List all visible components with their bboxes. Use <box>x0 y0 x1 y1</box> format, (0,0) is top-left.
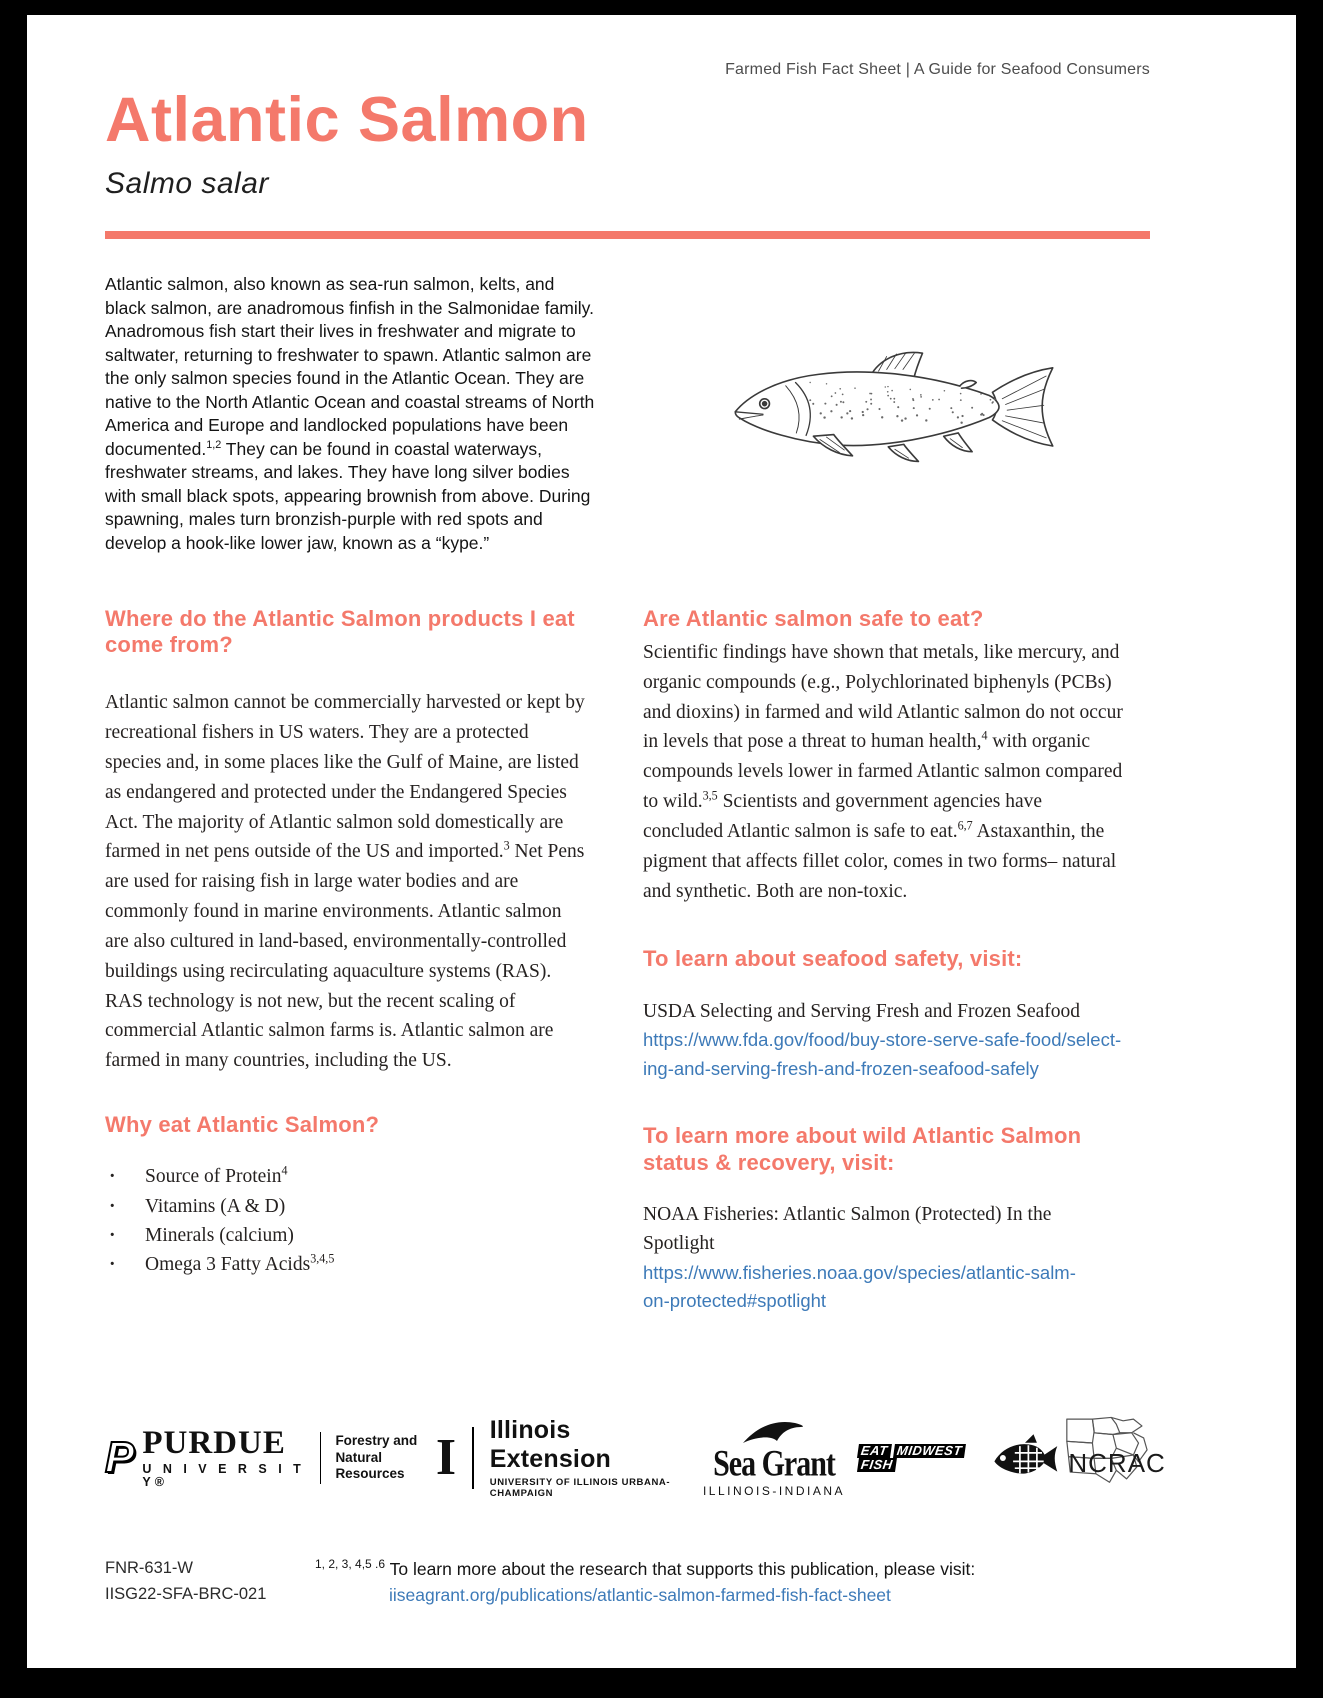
emf-line1: EAT <box>857 1444 891 1458</box>
scientific-name: Salmo salar <box>105 167 269 201</box>
emf-line3: FISH <box>857 1458 897 1472</box>
doc-code-2: IISG22-SFA-BRC-021 <box>105 1584 267 1603</box>
illinois-block-i-icon: I <box>435 1428 457 1486</box>
logo-divider <box>472 1427 474 1489</box>
sea-grant-name: Sea Grant <box>713 1442 835 1484</box>
fda-link[interactable]: https://www.fda.gov/food/buy-store-serve-safe-food/select- ing-and-serving-fresh-and-frozen-seafood-safely <box>643 1029 1122 1079</box>
seafood-safety-heading: To learn about seafood safety, visit: <box>643 946 1023 972</box>
list-item: · Source of Protein$^4$ <box>105 1162 587 1191</box>
purdue-name: PURDUE <box>142 1425 286 1462</box>
why-eat-list <box>105 1162 587 1279</box>
emf-line2: MIDWEST <box>893 1444 966 1458</box>
left-column <box>105 572 587 1316</box>
right-column <box>643 572 1127 1316</box>
iiseagrant-link[interactable]: iiseagrant.org/publications/atlantic-salmon-farmed-fish-fact-sheet <box>389 1585 891 1606</box>
safe-to-eat-paragraph: Scientific findings have shown that metals, like mercury, and organic compounds (e.g., Polychlorinated biphenyls (PCBs) and dioxins) in farmed and wild Atlantic salmon do not occur in levels that pose a threat to human health,$^4$ with organic compounds levels lower in farmed Atlantic salmon compared to wild.$^{3,5}$ Scientists and government agencies have concluded Atlantic salmon is safe to eat.$^{6,7}$ Astaxanthin, the pigment that affects fillet color, comes in two forms– natural and synthetic. Both are non-toxic. <box>643 641 1123 902</box>
wild-status-heading: To learn more about wild Atlantic Salmon status & recovery, visit: <box>643 1123 1082 1175</box>
illinois-extension-name: Illinois Extension <box>489 1416 612 1474</box>
fish-silhouette-icon <box>991 1428 1061 1488</box>
noaa-resource-title: NOAA Fisheries: Atlantic Salmon (Protected) In the Spotlight <box>643 1204 1052 1255</box>
purdue-university-label: U N I V E R S I T Y® <box>142 1462 305 1489</box>
intro-section <box>105 273 1150 555</box>
list-item: · Omega 3 Fatty Acids$^{3,4,5}$ <box>105 1250 587 1279</box>
safe-to-eat-heading: Are Atlantic salmon safe to eat? <box>643 605 984 631</box>
where-from-paragraph: Atlantic salmon cannot be commercially harvested or kept by recreational fishers in US waters. They are a protected species and, in some places like the Gulf of Maine, are listed as endangered and protected under the Endangered Species Act. The majority of Atlantic salmon sold domestically are farmed in net pens outside of the US and imported.$^3$ Net Pens are used for raising fish in large water bodies and are commonly found in marine environments. Atlantic salmon are also cultured in land-based, environmentally-controlled buildings using recirculating aquaculture systems (RAS). RAS technology is not new, but the recent scaling of commercial Atlantic salmon farms is. Atlantic salmon are farmed in many countries, including the US. <box>105 692 585 1072</box>
footnote <box>315 1556 975 1609</box>
accent-divider <box>105 231 1150 239</box>
purdue-logo <box>105 1427 436 1488</box>
footnote-superscript: 1, 2, 3, 4,5 .6 <box>315 1557 386 1572</box>
eat-midwest-fish-logo <box>858 1428 1061 1488</box>
partner-logos <box>105 1412 1166 1504</box>
header-tagline: Farmed Fish Fact Sheet | A Guide for Seafood Consumers <box>725 61 1150 78</box>
illinois-extension-sub: UNIVERSITY OF ILLINOIS URBANA-CHAMPAIGN <box>489 1477 671 1500</box>
bird-icon <box>739 1419 809 1445</box>
ncrac-logo <box>1060 1414 1166 1502</box>
intro-paragraph: Atlantic salmon, also known as sea-run salmon, kelts, and black salmon, are anadromous finfish in the Salmonidae family. Anadromous fish start their lives in freshwater and migrate to saltwater, returning to freshwater to spawn. Atlantic salmon are the only salmon species found in the Atlantic Ocean. They are native to the North Atlantic Ocean and coastal streams of North America and Europe and landlocked populations have been documented.$^{1,2}$ They can be found in coastal waterways, freshwater streams, and lakes. They have long silver bodies with small black spots, appearing brownish from above. During spawning, males turn bronzish-purple with red spots and develop a hook-like lower jaw, known as a “kype.” <box>105 274 595 553</box>
salmon-illustration <box>597 273 1150 555</box>
sea-grant-sub: ILLINOIS-INDIANA <box>702 1483 845 1498</box>
list-item: · Vitamins (A & D) <box>105 1192 587 1221</box>
fish-line-art-icon <box>719 331 1069 491</box>
doc-code-1: FNR-631-W <box>105 1558 194 1577</box>
ncrac-name: NCRAC <box>1068 1447 1166 1478</box>
where-from-heading: Where do the Atlantic Salmon products I eat come from? <box>105 605 575 657</box>
sea-grant-logo <box>690 1419 858 1497</box>
footer <box>105 1556 1150 1609</box>
list-item: · Minerals (calcium) <box>105 1221 587 1250</box>
page-title: Atlantic Salmon <box>105 85 589 155</box>
noaa-link[interactable]: https://www.fisheries.noaa.gov/species/atlantic-salm- on-protected#spotlight <box>643 1261 1076 1312</box>
purdue-p-icon: P <box>105 1432 133 1482</box>
illinois-extension-logo <box>436 1416 690 1499</box>
two-column-body <box>105 572 1150 1316</box>
footnote-text: To learn more about the research that supports this publication, please visit: <box>385 1558 976 1579</box>
purdue-dept-label: Forestry and Natural Resources <box>335 1432 418 1482</box>
why-eat-heading: Why eat Atlantic Salmon? <box>105 1112 380 1138</box>
logo-divider <box>320 1432 322 1484</box>
fact-sheet-page <box>27 15 1296 1668</box>
usda-resource-title: USDA Selecting and Serving Fresh and Frozen Seafood <box>643 1000 1081 1022</box>
